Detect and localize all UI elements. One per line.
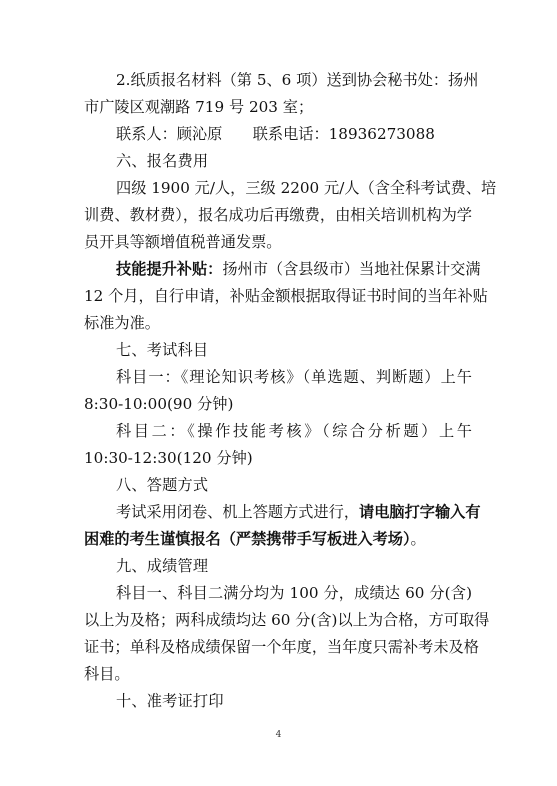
answer-method-line-end: 。: [410, 530, 426, 548]
subject-2-line-1: 科目二：《操作技能考核》（综合分析题）上午: [116, 422, 472, 440]
subject-2-line-2: 10:30-12:30(120 分钟): [84, 449, 253, 467]
section-8-heading: 八、答题方式: [116, 476, 209, 494]
fee-line-2: 训费、教材费），报名成功后再缴费，由相关培训机构为学: [84, 206, 472, 224]
subject-1-line-1: 科目一：《理论知识考核》（单选题、判断题）上午: [116, 368, 472, 386]
section-7-heading: 七、考试科目: [116, 341, 209, 359]
answer-method-normal-text: 考试采用闭卷、机上答题方式进行，: [116, 503, 359, 521]
subsidy-line-3: 标准为准。: [84, 314, 160, 332]
subject-1-line-2: 8:30-10:00(90 分钟): [84, 395, 234, 413]
answer-method-warning-text-1: 请电脑打字输入有: [359, 503, 481, 521]
subsidy-label: 技能提升补贴：: [116, 260, 223, 278]
contact-line: 联系人：顾沁原 联系电话：18936273088: [116, 125, 435, 143]
paragraph-paper-materials-line-1: 2.纸质报名材料（第 5、6 项）送到协会秘书处：扬州: [116, 71, 479, 89]
paragraph-paper-materials-line-2: 市广陵区观潮路 719 号 203 室；: [84, 98, 314, 116]
answer-method-line-2: [84, 526, 472, 553]
fee-line-1: 四级 1900 元/人，三级 2200 元/人（含全科考试费、培: [116, 179, 497, 197]
answer-method-warning-text-2: 困难的考生谨慎报名（严禁携带手写板进入考场）: [84, 530, 411, 548]
page-number: 4: [275, 730, 282, 740]
document-body: [84, 67, 497, 715]
answer-method-line-1: [84, 499, 481, 526]
subsidy-line-1: [84, 256, 481, 283]
subsidy-line-2: 12 个月，自行申请，补贴金额根据取得证书时间的当年补贴: [84, 287, 488, 305]
section-6-heading: 六、报名费用: [116, 152, 209, 170]
score-line-3: 证书；单科及格成绩保留一个年度，当年度只需补考未及格: [84, 638, 479, 656]
fee-line-3: 员开具等额增值税普通发票。: [84, 233, 282, 251]
score-line-4: 科目。: [84, 665, 130, 683]
score-line-2: 以上为及格；两科成绩均达 60 分(含)以上为合格，方可取得: [84, 611, 490, 629]
subsidy-line-1-text: 扬州市（含县级市）当地社保累计交满: [222, 260, 481, 278]
section-10-heading: 十、准考证打印: [116, 692, 224, 710]
score-line-1: 科目一、科目二满分均为 100 分，成绩达 60 分(含): [116, 584, 472, 602]
section-9-heading: 九、成绩管理: [116, 557, 209, 575]
